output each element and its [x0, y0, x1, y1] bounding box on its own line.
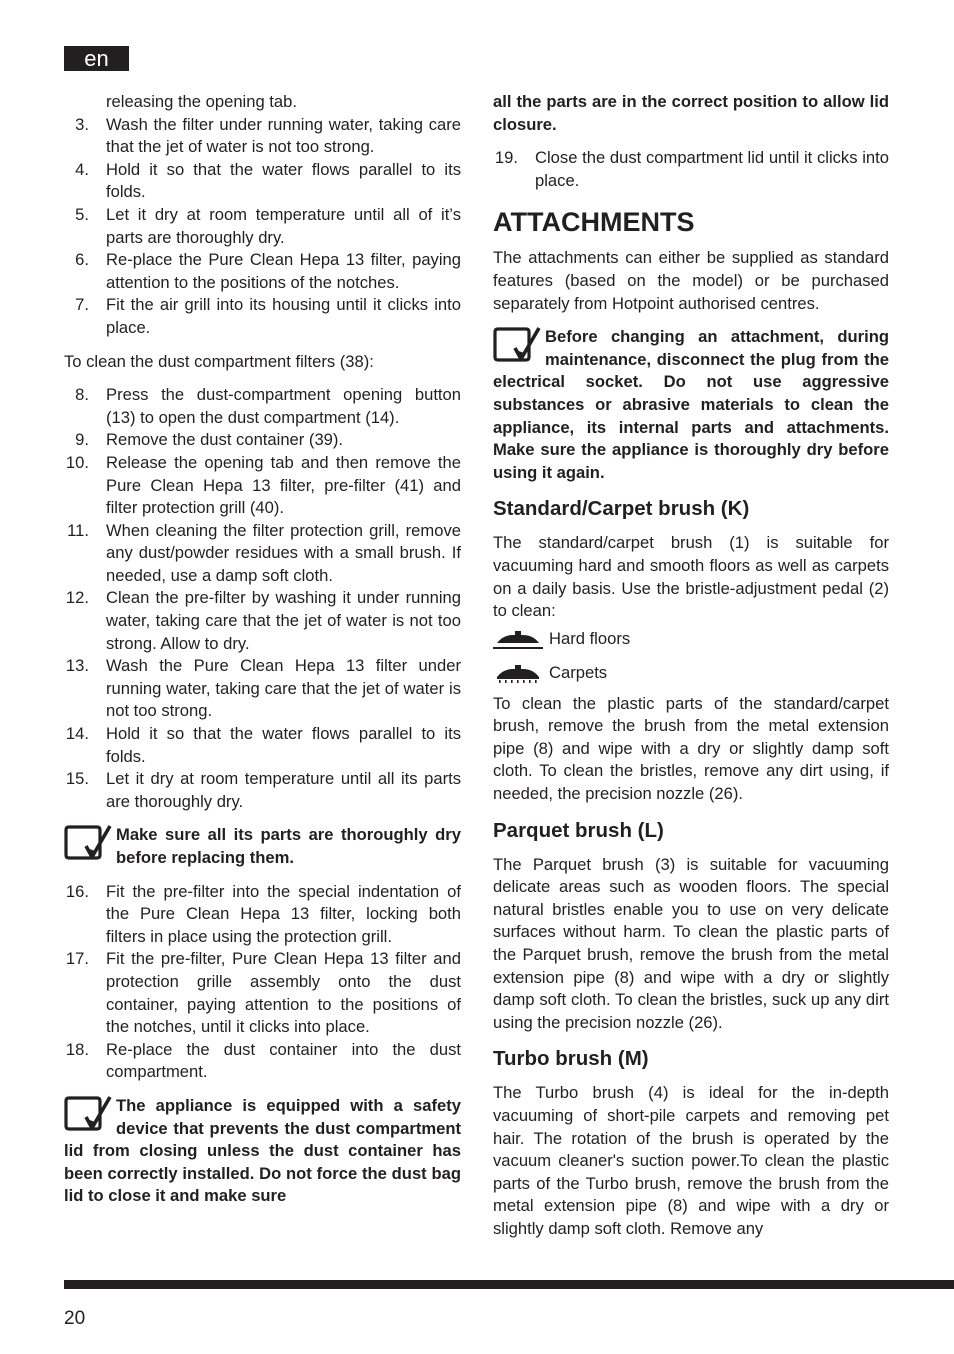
right-column — [493, 91, 889, 1241]
list-item: 12. Clean the pre-filter by washing it under running water, taking care that the jet of water is not too strong. Allow to dry. — [65, 588, 461, 653]
section-heading-attachments: ATTACHMENTS — [493, 207, 695, 238]
note-attachment-change: Before changing an attachment, during maintenance, disconnect the plug from the electrical socket. Do not use aggressive substances or abrasive materials to clean the appliance, its internal parts and attachments. Make sure the appliance is thoroughly dry before using it again. — [493, 327, 889, 482]
list-item: 11. When cleaning the filter protection grill, remove any dust/powder residues with a small brush. If needed, use a damp soft cloth. — [67, 520, 461, 585]
checkbox-check-icon — [64, 1095, 112, 1133]
footer-rule — [64, 1280, 954, 1289]
list-item: 19. Close the dust compartment lid until it clicks into place. — [494, 148, 889, 190]
steps-list-a — [64, 114, 461, 340]
standard-brush-cleaning: To clean the plastic parts of the standard/carpet brush, remove the brush from the metal extension pipe (8) and wipe with a dry or slightly damp soft cloth. To clean the bristles, remove any dirt using, if needed, the precision nozzle (26). — [493, 693, 889, 804]
steps-list-c — [64, 881, 461, 1084]
carpet-pedal-icon — [493, 663, 543, 685]
steps-list-b — [64, 384, 461, 813]
subheading-parquet-brush: Parquet brush (L) — [493, 818, 664, 842]
language-tab: en — [64, 46, 129, 71]
note-dry-parts: Make sure all its parts are thoroughly dry before replacing them. — [64, 824, 461, 869]
parquet-brush-text: The Parquet brush (3) is suitable for vacuuming delicate areas such as wooden floors. The special natural bristles enable you to use on very delicate surfaces without harm. To clean the plastic parts of the Parquet brush, remove the brush from the metal extension pipe (8) and wipe with a dry or slightly damp soft cloth. To clean the bristles, suck up any dirt using the precision nozzle (26). — [493, 854, 889, 1032]
list-item: 14. Hold it so that the water flows parallel to its folds. — [65, 724, 461, 766]
list-item: 13. Wash the Pure Clean Hepa 13 filter under running water, taking care that the jet of water is not too strong. — [65, 656, 461, 721]
list-item: 7. Fit the air grill into its housing until it clicks into place. — [75, 295, 461, 337]
note-safety-device: The appliance is equipped with a safety device that prevents the dust compartment lid from closing unless the dust container has been correctly installed. Do not force the dust bag lid to close it and make sure — [64, 1095, 461, 1206]
list-item: 18. Re-place the dust container into the dust compartment. — [65, 1039, 461, 1082]
list-item: 5. Let it dry at room temperature until all of it’s parts are thoroughly dry. — [75, 204, 461, 247]
subheading-turbo-brush: Turbo brush (M) — [493, 1047, 649, 1071]
list-item: 10. Release the opening tab and then remove the Pure Clean Hepa 13 filter, pre-filter (41) and filter protection grill (40). — [65, 452, 461, 518]
list-item: 4. Hold it so that the water flows parallel to its folds. — [75, 159, 461, 202]
checkbox-check-icon — [493, 326, 541, 364]
list-item: 15. Let it dry at room temperature until all its parts are thoroughly dry. — [65, 769, 461, 811]
pedal-hard-floors: Hard floors — [493, 623, 889, 657]
standard-brush-text: The standard/carpet brush (1) is suitable for vacuuming hard and smooth floors as well as carpets on a daily basis. Use the bristle-adjustment pedal (2) to clean: — [493, 533, 889, 621]
steps-list-d — [493, 147, 889, 192]
continued-step-text: releasing the opening tab. — [106, 92, 297, 111]
list-item: 8. Press the dust-compartment opening button (13) to open the dust compartment (14). — [75, 385, 461, 427]
list-item: 17. Fit the pre-filter, Pure Clean Hepa 13 filter and protection grille assembly onto the dust container, paying attention to the positions of the notches, until it clicks into place. — [65, 949, 461, 1037]
list-item: 9. Remove the dust container (39). — [75, 430, 344, 450]
page-number: 20 — [64, 1308, 86, 1329]
dust-filters-intro: To clean the dust compartment filters (38): — [64, 351, 374, 371]
list-item: 3. Wash the filter under running water, taking care that the jet of water is not too strong. — [75, 114, 461, 157]
list-item: 16. Fit the pre-filter into the special indentation of the Pure Clean Hepa 13 filter, locking both filters in place using the protection grill. — [65, 881, 461, 946]
attachments-intro: The attachments can either be supplied as standard features (based on the model) or be purchased separately from Hotpoint authorised centres. — [493, 248, 889, 313]
turbo-brush-text: The Turbo brush (4) is ideal for the in-depth vacuuming of short-pile carpets and removing pet hair. The rotation of the brush is operated by the vacuum cleaner's suction power.To clean the plastic parts of the Turbo brush, remove the brush from the metal extension pipe (8) and wipe with a dry or slightly damp soft cloth. Remove any — [493, 1083, 889, 1238]
checkbox-check-icon — [64, 824, 112, 862]
subheading-standard-brush: Standard/Carpet brush (K) — [493, 497, 750, 521]
left-column — [64, 91, 461, 1219]
note-safety-continued: all the parts are in the correct position to allow lid closure. — [493, 92, 889, 134]
hard-floor-pedal-icon — [493, 629, 543, 651]
list-item: 6. Re-place the Pure Clean Hepa 13 filter, paying attention to the positions of the notches. — [75, 250, 461, 292]
pedal-carpets: Carpets — [493, 657, 889, 691]
